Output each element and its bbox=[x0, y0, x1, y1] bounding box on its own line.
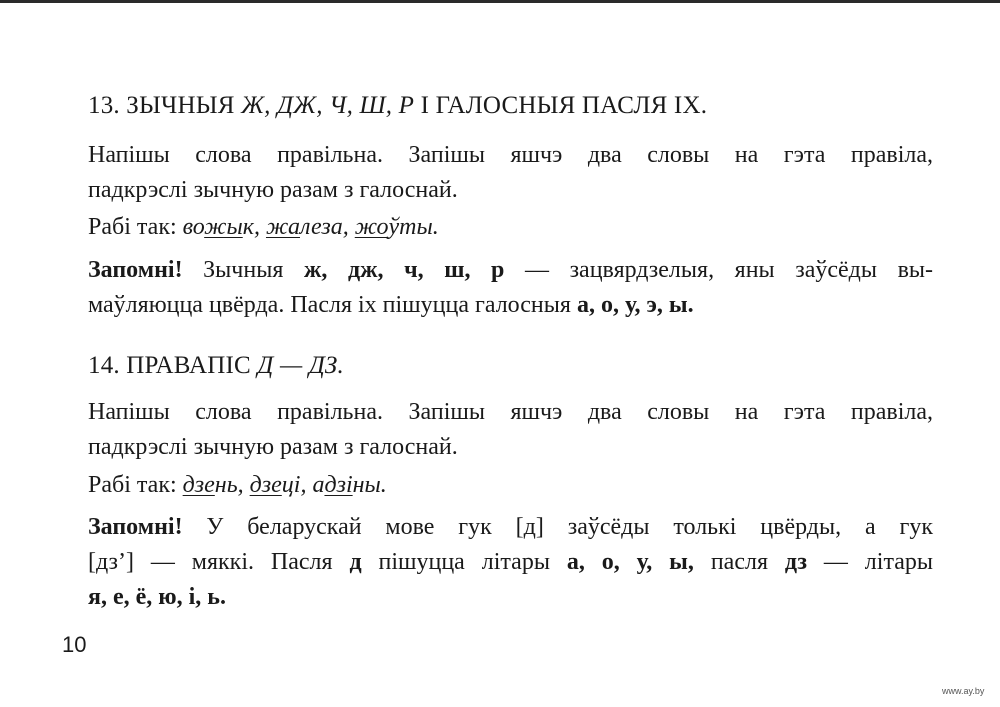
note-line: [дз’] — мяккі. Пасля д пішуцца літары а, о, у, ы, пасля дз — літары bbox=[88, 549, 933, 575]
section-13-note bbox=[88, 253, 933, 323]
example-label: Рабі так: bbox=[88, 214, 177, 240]
section-13-title-lead: 13. ЗЫЧНЫЯ bbox=[88, 92, 235, 119]
example-word: дзень, bbox=[182, 472, 244, 498]
scan-top-border bbox=[0, 0, 1000, 3]
section-13-example bbox=[88, 210, 933, 245]
note-label: Запомні! bbox=[88, 514, 183, 540]
example-word: жоўты. bbox=[354, 214, 439, 240]
section-14-note bbox=[88, 510, 933, 615]
section-14-task bbox=[88, 395, 933, 465]
section-13-task bbox=[88, 138, 933, 208]
page-number: 10 bbox=[62, 632, 87, 657]
section-13-title-tail: І ГАЛОСНЫЯ ПАСЛЯ ІХ. bbox=[420, 92, 708, 119]
section-14-task-line: Напішы слова правільна. Запішы яшчэ два словы на гэта правіла, bbox=[88, 399, 933, 425]
section-13-task-line: падкрэслі зычную разам з галоснай. bbox=[88, 177, 458, 203]
example-word: вожык, bbox=[182, 214, 260, 240]
example-word: дзеці, bbox=[249, 472, 307, 498]
section-14-task-line: падкрэслі зычную разам з галоснай. bbox=[88, 434, 458, 460]
note-label: Запомні! bbox=[88, 257, 183, 283]
section-14-title-lead: 14. ПРАВАПІС bbox=[88, 352, 251, 379]
section-14-title bbox=[88, 352, 344, 380]
section-14-example bbox=[88, 468, 933, 503]
note-line: Запомні! Зычныя ж, дж, ч, ш, р — зацвярдзелыя, яны заўсёды вы- bbox=[88, 257, 934, 283]
watermark: www.ay.by bbox=[942, 686, 985, 696]
example-word: жалеза, bbox=[265, 214, 349, 240]
example-word: адзіны. bbox=[312, 472, 387, 498]
section-13-title-letters: Ж, ДЖ, Ч, Ш, Р bbox=[241, 92, 415, 119]
note-line: маўляюцца цвёрда. Пасля іх пішуцца галосныя а, о, у, э, ы. bbox=[88, 292, 694, 318]
note-line: я, е, ё, ю, і, ь. bbox=[88, 584, 226, 610]
section-14-title-letters: Д — ДЗ. bbox=[257, 352, 344, 379]
note-line: Запомні! У беларускай мове гук [д] заўсёды толькі цвёрды, а гук bbox=[88, 514, 933, 540]
example-label: Рабі так: bbox=[88, 472, 177, 498]
section-13-title bbox=[88, 92, 707, 120]
section-13-task-line: Напішы слова правільна. Запішы яшчэ два словы на гэта правіла, bbox=[88, 142, 933, 168]
